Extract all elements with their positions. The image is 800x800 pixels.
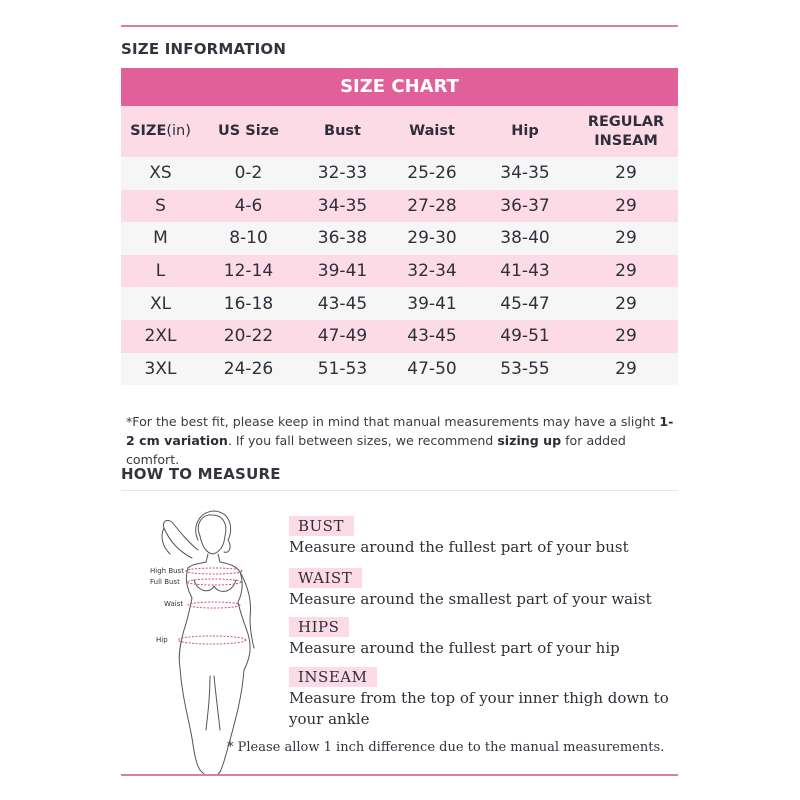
body-measurement-figure — [140, 506, 290, 776]
cell-hip: 53-55 — [500, 358, 550, 379]
cell-bust: 43-45 — [317, 293, 368, 314]
cell-us-size: 24-26 — [223, 358, 274, 379]
cell-us-size: 0-2 — [234, 163, 263, 184]
top-divider — [121, 25, 678, 27]
table-row — [121, 222, 678, 255]
cell-size: XS — [149, 163, 172, 184]
figure-label-high-bust: High Bust — [150, 567, 184, 575]
measure-item-inseam — [289, 667, 679, 730]
fit-note: *For the best fit, please keep in mind that manual measurements may have a slight 1-2 cm variation. If you fall between sizes, we recommend sizing up for added comfort. — [126, 414, 674, 467]
cell-bust: 32-33 — [317, 163, 368, 184]
cell-hip: 34-35 — [500, 163, 550, 184]
figure-label-full-bust: Full Bust — [150, 578, 180, 586]
cell-hip: 36-37 — [500, 195, 550, 216]
header-waist: Waist — [409, 123, 455, 139]
header-size: SIZE(in) — [130, 123, 191, 139]
cell-us-size: 20-22 — [223, 326, 274, 347]
cell-bust: 51-53 — [317, 358, 368, 379]
cell-bust: 36-38 — [317, 228, 368, 249]
table-row — [121, 287, 678, 320]
cell-hip: 49-51 — [500, 326, 550, 347]
header-hip: Hip — [511, 123, 539, 139]
cell-size: XL — [149, 293, 172, 314]
cell-bust: 34-35 — [317, 195, 368, 216]
table-row — [121, 255, 678, 288]
cell-hip: 38-40 — [500, 228, 550, 249]
measure-description: Measure around the fullest part of your bust — [289, 538, 629, 556]
cell-size: 2XL — [144, 326, 177, 347]
section-divider — [121, 490, 678, 491]
measure-description: Measure around the fullest part of your hip — [289, 639, 620, 657]
cell-bust: 47-49 — [317, 326, 368, 347]
cell-inseam: 29 — [615, 261, 637, 282]
cell-inseam: 29 — [615, 195, 637, 216]
measure-item-waist — [289, 568, 679, 610]
cell-size: S — [155, 195, 166, 216]
cell-waist: 25-26 — [407, 163, 457, 184]
cell-waist: 43-45 — [407, 326, 457, 347]
header-bust: Bust — [324, 123, 361, 139]
table-row — [121, 190, 678, 223]
header-us-size: US Size — [218, 123, 279, 139]
cell-hip: 45-47 — [500, 293, 550, 314]
measure-description: Measure around the smallest part of your waist — [289, 590, 652, 608]
table-header-row — [121, 106, 678, 157]
measure-label: BUST — [289, 516, 354, 536]
measure-item-hips — [289, 617, 679, 659]
cell-inseam: 29 — [615, 228, 637, 249]
figure-label-waist: Waist — [164, 600, 184, 608]
cell-size: M — [153, 228, 168, 249]
cell-size: L — [155, 261, 166, 282]
size-chart-table — [121, 68, 678, 385]
cell-bust: 39-41 — [317, 261, 368, 282]
cell-waist: 47-50 — [407, 358, 457, 379]
measure-item-bust — [289, 516, 679, 558]
cell-size: 3XL — [144, 358, 177, 379]
cell-waist: 32-34 — [407, 261, 457, 282]
measure-label: WAIST — [289, 568, 362, 588]
cell-inseam: 29 — [615, 326, 637, 347]
cell-inseam: 29 — [615, 163, 637, 184]
cell-us-size: 12-14 — [223, 261, 274, 282]
table-row — [121, 157, 678, 190]
cell-us-size: 8-10 — [229, 228, 268, 249]
measurement-footnote: * Please allow 1 inch difference due to the manual measurements. — [227, 740, 665, 755]
figure-label-hip: Hip — [156, 636, 168, 644]
cell-hip: 41-43 — [500, 261, 550, 282]
cell-inseam: 29 — [615, 358, 637, 379]
table-row — [121, 353, 678, 386]
measure-description: Measure from the top of your inner thigh down to your ankle — [289, 689, 669, 728]
cell-waist: 27-28 — [407, 195, 457, 216]
size-chart-title: SIZE CHART — [121, 68, 678, 106]
cell-us-size: 4-6 — [234, 195, 263, 216]
header-inseam: REGULAR INSEAM — [587, 113, 665, 149]
measure-label: INSEAM — [289, 667, 377, 687]
bottom-divider — [121, 774, 678, 776]
cell-waist: 29-30 — [407, 228, 457, 249]
table-row — [121, 320, 678, 353]
how-to-measure-title: HOW TO MEASURE — [121, 465, 281, 483]
size-information-title: SIZE INFORMATION — [121, 40, 287, 58]
cell-us-size: 16-18 — [223, 293, 274, 314]
cell-waist: 39-41 — [407, 293, 457, 314]
cell-inseam: 29 — [615, 293, 637, 314]
measure-label: HIPS — [289, 617, 349, 637]
